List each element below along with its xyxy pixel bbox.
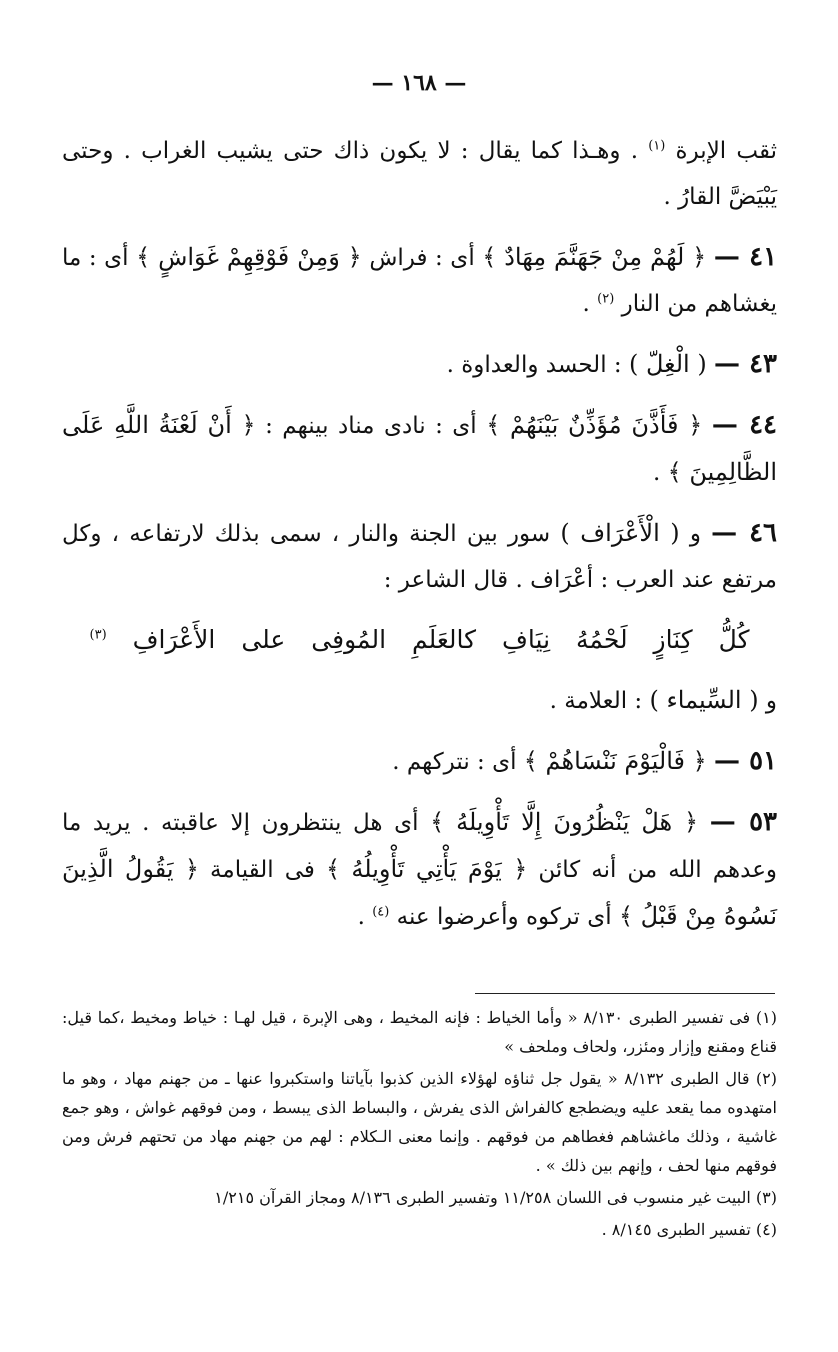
- footnote-1: (١) فى تفسير الطبرى ٨/١٣٠ « وأما الخياط : فإنه المخيط ، وهى الإبرة ، قيل لهـا : خياط ومخيط ،كما قيل: قناع ومقنع وإزار ومئزر، ولحاف وملحف »: [62, 1008, 778, 1056]
- paragraph-text: أى : ما يغشاهم من النار: [62, 245, 777, 317]
- paragraph-text: و: [765, 688, 777, 714]
- paragraph-41: [62, 234, 777, 327]
- paragraph-46: [62, 510, 777, 603]
- paragraph-53: [62, 799, 777, 940]
- paragraph-text: .: [582, 291, 590, 317]
- quran-quote: ﴿ لَهُمْ مِنْ جَهَنَّمَ مِهَادٌ ﴾: [482, 243, 707, 271]
- quran-quote: ( الْأَعْرَاف ): [560, 519, 680, 547]
- verse-number: ٤٦ —: [711, 518, 777, 548]
- quran-quote: ﴿ هَلْ يَنْظُرُونَ إِلَّا تَأْوِيلَهُ ﴾: [430, 808, 699, 836]
- poem-text: كُلُّ كِنَازٍ لَحْمُهُ نِيَافِ كالعَلَمِ المُوفِى على الأَعْرَافِ: [132, 625, 750, 654]
- verse-number: ٤٣ —: [714, 349, 777, 379]
- paragraph-text: .: [357, 904, 365, 930]
- paragraph-text: ثقب الإبرة: [675, 138, 777, 164]
- paragraph-intro: [62, 128, 777, 220]
- paragraph-text: أى تركوه وأعرضوا عنه: [396, 904, 612, 930]
- paragraph-text: . وهـذا كما يقال : لا يكون ذاك حتى يشيب الغراب . وحتى يَبْيَضَّ القارُ .: [62, 138, 777, 210]
- paragraph-text: أى : نادى مناد بينهم :: [265, 413, 477, 439]
- poem-verse: [62, 617, 777, 663]
- footnote-ref: (٢): [597, 291, 615, 307]
- quran-quote: ﴿ فَأَذَّنَ مُؤَذِّنٌ بَيْنَهُمْ ﴾: [486, 411, 703, 439]
- paragraph-text: سور بين الجنة والنار ، سمى بذلك لارتفاعه ، وكل مرتفع عند العرب : أعْرَاف . قال الشاعر :: [62, 521, 777, 593]
- paragraph-text: .: [653, 460, 661, 486]
- verse-number: ٥١ —: [714, 746, 777, 776]
- paragraph-text: : الحسد والعداوة .: [446, 352, 622, 378]
- footnote-ref: (١): [648, 138, 666, 154]
- footnote-3: (٣) البيت غير منسوب فى اللسان ١١/٢٥٨ وتفسير الطبرى ٨/١٣٦ ومجاز القرآن ١/٢١٥: [214, 1188, 777, 1207]
- quran-quote: ﴿ وَمِنْ فَوْقِهِمْ غَوَاشٍ ﴾: [136, 243, 362, 271]
- footnotes: [62, 1003, 777, 1247]
- paragraph-43: [62, 341, 777, 388]
- paragraph-text: أى : فراش: [369, 245, 475, 271]
- quran-quote: ﴿ يَقُولُ الَّذِينَ نَسُوهُ مِنْ قَبْلُ ﴾: [62, 855, 777, 930]
- footnote-ref: (٣): [89, 627, 107, 643]
- verse-number: ٤١ —: [713, 242, 778, 272]
- paragraph-text: أى : نتركهم .: [392, 749, 517, 775]
- paragraph-51: [62, 738, 777, 785]
- quran-quote: ( السِّيماء ): [649, 686, 759, 714]
- footnote-4: (٤) تفسير الطبرى ٨/١٤٥ .: [601, 1220, 777, 1239]
- paragraph-text: : العلامة .: [549, 688, 643, 714]
- quran-quote: ﴿ يَوْمَ يَأْتِي تَأْوِيلُهُ ﴾: [325, 855, 528, 883]
- page-number: — ١٦٨ —: [371, 70, 467, 96]
- footnote-2: (٢) قال الطبرى ٨/١٣٢ « يقول جل ثناؤه لهؤلاء الذين كذبوا بآياتنا واستكبروا عنها ـ من جهنم مهاد ، وهو ما امتهدوه مما يقعد عليه ويضطجع كالفراش الذى يفرش ، والبساط الذى يبسط ، ومن فوقهم غواش ، وهو جمع غاشية ، وذلك ماغشاهم فغطاهم من فوقهم . وإنما معنى الـكلام : لهم من جهنم مهاد من تحتهم فرش ومن فوقهم منها لحف ، وإنهم بين ذلك » .: [62, 1069, 777, 1175]
- paragraph-text: و: [689, 521, 701, 547]
- verse-number: ٥٣ —: [709, 807, 777, 837]
- paragraph-simaa: [62, 677, 777, 724]
- paragraph-text: أى هل ينتظرون إلا عاقبته . يريد ما وعدهم الله من أنه كائن: [62, 810, 778, 883]
- quran-quote: ﴿ فَالْيَوْمَ نَنْسَاهُمْ ﴾: [523, 747, 707, 775]
- footnote-ref: (٤): [372, 904, 390, 920]
- verse-number: ٤٤ —: [711, 410, 777, 440]
- quran-quote: ( الْغِلّ ): [628, 350, 707, 378]
- paragraph-text: فى القيامة: [210, 857, 315, 883]
- quran-quote: ﴿ أَنْ لَعْنَةُ اللَّهِ عَلَى الظَّالِمِينَ ﴾: [62, 411, 777, 486]
- main-text: [62, 128, 777, 954]
- footnote-divider: [475, 993, 775, 994]
- paragraph-44: [62, 402, 777, 496]
